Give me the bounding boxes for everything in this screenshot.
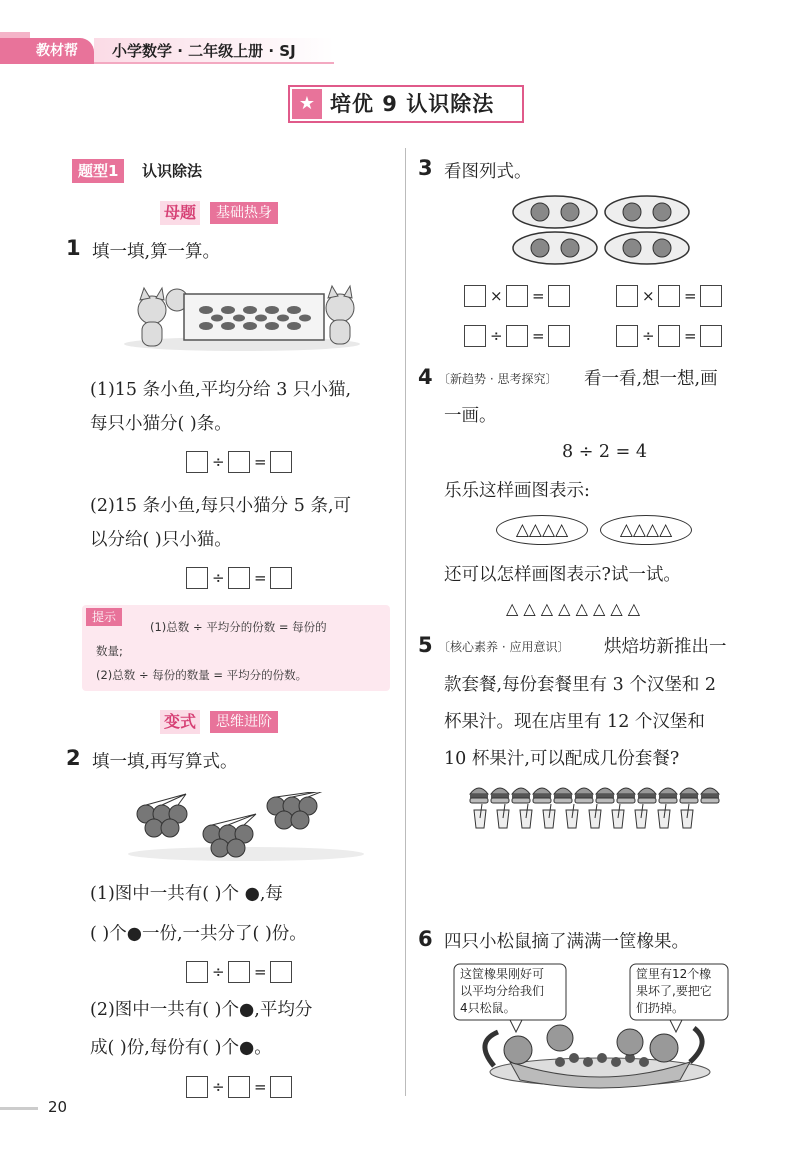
variant-sub: 思维进阶 (210, 711, 278, 733)
answer-box[interactable] (700, 325, 722, 347)
q3-number: 3 (418, 156, 433, 180)
answer-box[interactable] (506, 325, 528, 347)
triangle-group-2: △△△△ (600, 515, 692, 545)
q4-stem-line2: 一画。 (444, 406, 497, 426)
answer-box[interactable] (228, 567, 250, 589)
burger-icon (596, 788, 614, 803)
answer-box[interactable] (228, 961, 250, 983)
answer-box[interactable] (270, 1076, 292, 1098)
juice-cup-icon (474, 804, 486, 828)
answer-box[interactable] (228, 1076, 250, 1098)
q1-p1-line1: (1)15 条小鱼,平均分给 3 只小猫, (90, 380, 352, 400)
q1-p1-line2: 每只小猫分( )条。 (90, 414, 232, 434)
tip-line3: (2)总数 ÷ 每份的数量 = 平均分的份数。 (96, 668, 308, 682)
mother-label: 母题 (160, 201, 200, 225)
answer-box[interactable] (228, 451, 250, 473)
q6-number: 6 (418, 927, 433, 951)
q4-triangles: △ △ △ △ △ △ △ △ (506, 599, 641, 618)
header-tag: 教材帮 (0, 38, 94, 64)
star-icon: ★ (292, 89, 322, 119)
q2-p1-line1: (1)图中一共有( )个 ●,每 (90, 884, 283, 904)
burger-icon (554, 788, 572, 803)
q6-stem: 四只小松鼠摘了满满一筐橡果。 (444, 932, 689, 952)
mother-sub: 基础热身 (210, 202, 278, 224)
q4-tag: 〔新趋势 · 思考探究〕 (438, 372, 558, 386)
cherries-illustration (126, 792, 366, 862)
burger-icon (533, 788, 551, 803)
bubble2-line3: 们扔掉。 (636, 1001, 685, 1015)
q4-line4: 还可以怎样画图表示?试一试。 (444, 565, 681, 585)
cats-fish-illustration (122, 282, 362, 352)
juice-cup-icon (543, 804, 555, 828)
answer-box[interactable] (464, 325, 486, 347)
apple-plates-illustration (512, 194, 692, 268)
answer-box[interactable] (506, 285, 528, 307)
q4-line3: 乐乐这样画图表示: (444, 481, 590, 501)
answer-box[interactable] (548, 285, 570, 307)
tip-line2: 数量; (96, 644, 123, 658)
burger-icon (575, 788, 593, 803)
q5-stem-line1: 烘焙坊新推出一 (604, 637, 727, 657)
burger-icon (617, 788, 635, 803)
answer-box[interactable] (270, 961, 292, 983)
type-badge: 题型1 (72, 159, 124, 183)
cat-right-icon (326, 286, 354, 344)
q3-equation-3: ÷ = (464, 324, 570, 348)
answer-box[interactable] (548, 325, 570, 347)
juice-cup-icon (658, 804, 670, 828)
answer-box[interactable] (616, 285, 638, 307)
tip-line1: (1)总数 ÷ 平均分的份数 = 每份的 (150, 620, 327, 634)
juice-cup-icon (566, 804, 578, 828)
q2-number: 2 (66, 746, 81, 770)
q1-equation-2: ÷ = (186, 566, 292, 590)
burger-icon (659, 788, 677, 803)
answer-box[interactable] (616, 325, 638, 347)
q1-p2-line1: (2)15 条小鱼,每只小猫分 5 条,可 (90, 496, 352, 516)
q3-stem: 看图列式。 (444, 162, 532, 182)
q5-number: 5 (418, 633, 433, 657)
q1-p2-line2: 以分给( )只小猫。 (90, 530, 232, 550)
q4-stem-line1: 看一看,想一想,画 (584, 369, 718, 389)
q1-number: 1 (66, 236, 81, 260)
q2-p1-line2: ( )个●一份,一共分了( )份。 (90, 924, 307, 944)
burger-icon (701, 788, 719, 803)
answer-box[interactable] (270, 567, 292, 589)
answer-box[interactable] (700, 285, 722, 307)
bubble2-line2: 果坏了,要把它 (636, 984, 712, 998)
q2-equation-1: ÷ = (186, 960, 292, 984)
column-divider (405, 148, 406, 1096)
tip-label: 提示 (86, 608, 122, 626)
q3-equation-4: ÷ = (616, 324, 722, 348)
q5-stem-line2: 款套餐,每份套餐里有 3 个汉堡和 2 (444, 675, 717, 695)
q2-stem: 填一填,再写算式。 (92, 752, 238, 772)
juice-cup-icon (635, 804, 647, 828)
burgers-juice-illustration (466, 784, 726, 834)
q4-equation: 8 ÷ 2 = 4 (562, 442, 647, 462)
bubble2-line1: 筐里有12个橡 (636, 967, 712, 981)
q2-equation-2: ÷ = (186, 1075, 292, 1099)
answer-box[interactable] (186, 567, 208, 589)
q4-number: 4 (418, 365, 433, 389)
bubble1-line1: 这筐橡果刚好可 (460, 967, 545, 981)
juice-cup-icon (589, 804, 601, 828)
answer-box[interactable] (464, 285, 486, 307)
type-title: 认识除法 (142, 162, 203, 180)
answer-box[interactable] (186, 1076, 208, 1098)
answer-box[interactable] (186, 451, 208, 473)
juice-cup-icon (612, 804, 624, 828)
answer-box[interactable] (658, 285, 680, 307)
burger-icon (470, 788, 488, 803)
juice-cup-icon (681, 804, 693, 828)
q1-stem: 填一填,算一算。 (92, 242, 221, 262)
burger-icon (491, 788, 509, 803)
answer-box[interactable] (658, 325, 680, 347)
footer-bar (0, 1107, 38, 1110)
page-title: 培优 9 认识除法 (330, 92, 495, 116)
header-subtitle: 小学数学 · 二年级上册 · SJ (112, 42, 296, 60)
juice-cup-icon (520, 804, 532, 828)
q5-tag: 〔核心素养 · 应用意识〕 (438, 640, 570, 654)
triangle-group-1: △△△△ (496, 515, 588, 545)
juice-cup-icon (497, 804, 509, 828)
bubble1-line3: 4只松鼠。 (460, 1001, 516, 1015)
page-number: 20 (48, 1098, 68, 1116)
q3-equation-2: × = (616, 284, 722, 308)
burger-icon (638, 788, 656, 803)
q5-stem-line4: 10 杯果汁,可以配成几份套餐? (444, 749, 680, 769)
answer-box[interactable] (186, 961, 208, 983)
cat-left-icon (138, 288, 188, 346)
q2-p2-line1: (2)图中一共有( )个●,平均分 (90, 1000, 313, 1020)
burger-icon (512, 788, 530, 803)
answer-box[interactable] (270, 451, 292, 473)
bubble1-line2: 以平均分给我们 (460, 984, 545, 998)
q1-equation-1: ÷ = (186, 450, 292, 474)
q3-equation-1: × = (464, 284, 570, 308)
variant-label: 变式 (160, 710, 200, 734)
q2-p2-line2: 成( )份,每份有( )个●。 (90, 1038, 272, 1058)
q5-stem-line3: 杯果汁。现在店里有 12 个汉堡和 (444, 712, 705, 732)
burger-icon (680, 788, 698, 803)
